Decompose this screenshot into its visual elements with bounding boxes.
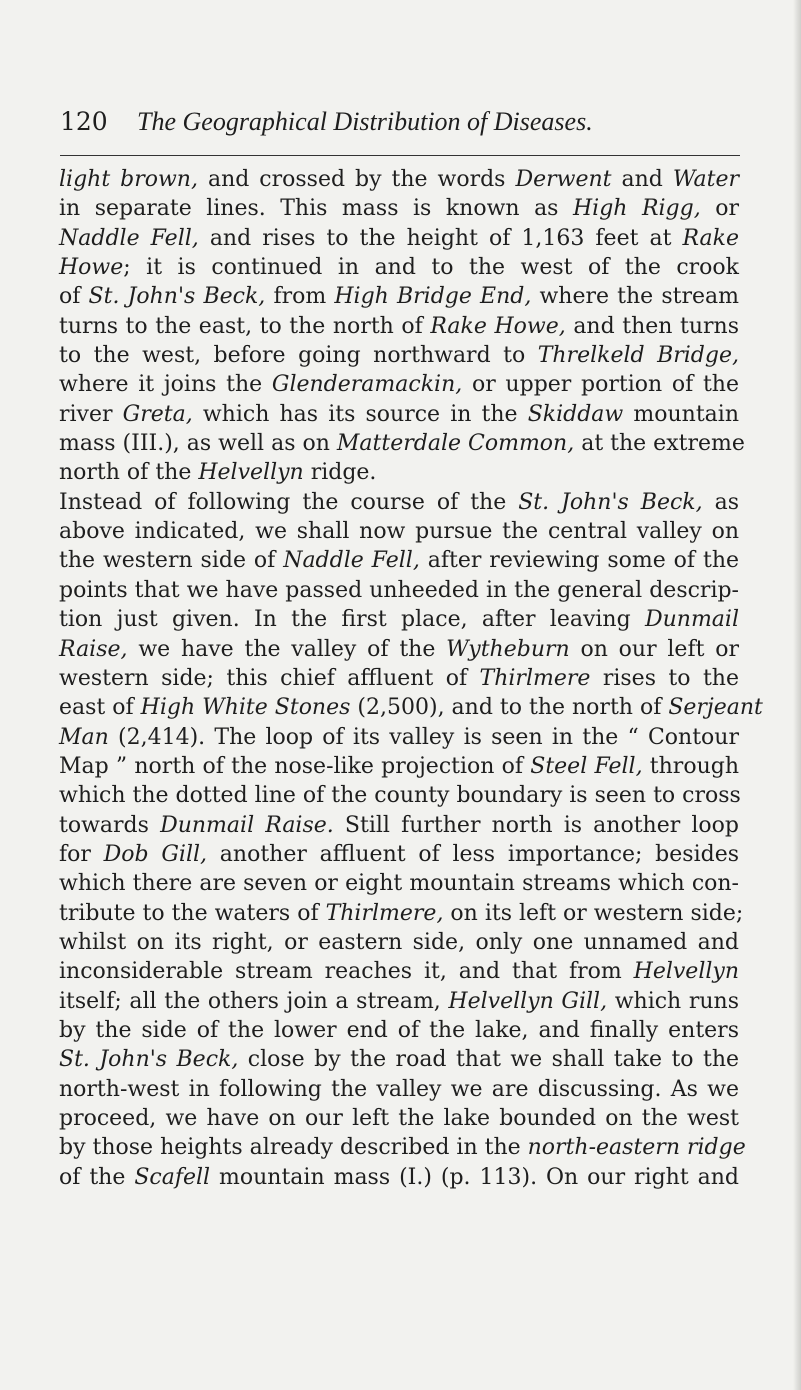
text-span: north of the (59, 460, 199, 486)
text-span: of (59, 284, 89, 310)
text-span: by the side of the lower end of the lake, and finally enters (59, 1017, 739, 1043)
text-line (59, 605, 739, 634)
text-span: Instead of following the course of the (59, 489, 519, 515)
text-span: another affluent of less importance; besides (207, 841, 740, 867)
text-span: proceed, we have on our left the lake bounded on the west (59, 1106, 739, 1131)
italic-span: St. John's Beck, (518, 489, 703, 515)
text-line (59, 194, 739, 223)
italic-span: Dob Gill, (103, 841, 208, 867)
text-line (59, 899, 744, 928)
text-span: river (59, 401, 123, 427)
text-line (59, 811, 739, 840)
italic-span: Dunmail (644, 607, 739, 633)
text-span: we have the valley of the (127, 636, 447, 662)
text-span: and then turns (565, 313, 740, 339)
running-head (60, 107, 740, 147)
italic-span: High White Stones (140, 695, 351, 721)
italic-span: Thirlmere, (325, 900, 444, 926)
text-line (59, 341, 739, 370)
text-line (59, 693, 763, 722)
text-span: mountain (623, 401, 739, 427)
page-edge (793, 0, 801, 1390)
italic-span: Helvellyn Gill, (448, 988, 608, 1014)
text-span: turns to the east, to the north of (59, 313, 431, 339)
text-line (59, 1104, 739, 1133)
text-span: at the extreme (574, 431, 745, 457)
italic-span: Howe (59, 255, 124, 281)
text-span: by those heights already described in the (59, 1135, 528, 1161)
text-line (59, 1075, 739, 1104)
text-span: which there are seven or eight mountain streams which con- (59, 871, 739, 897)
text-line (59, 370, 739, 399)
italic-span: St. John's Beck, (59, 1047, 239, 1073)
text-line (59, 400, 739, 429)
italic-span: Scafell (134, 1164, 211, 1190)
italic-span: Derwent (515, 167, 612, 192)
text-span: and rises to the height of 1,163 feet at (198, 225, 683, 251)
text-line (59, 664, 739, 693)
text-span: rises to the (590, 665, 739, 691)
text-span: north-west in following the valley we are discussing. As we (59, 1076, 739, 1102)
text-span: to the west, before going northward to (59, 343, 538, 369)
italic-span: Helvellyn (633, 959, 739, 985)
italic-span: St. John's Beck, (88, 284, 266, 310)
text-span: on our left or (569, 636, 739, 662)
italic-span: Serjeant (668, 695, 763, 721)
text-line (59, 282, 739, 311)
italic-span: north-eastern ridge (527, 1135, 746, 1161)
text-span: in separate lines. This mass is known as (59, 196, 573, 222)
text-span: above indicated, we shall now pursue the central valley on (59, 519, 739, 545)
text-span: Map ” north of the nose-like projection of (59, 753, 531, 779)
text-span: tribute to the waters of (59, 900, 326, 926)
text-line (59, 957, 739, 986)
text-span: as (702, 489, 739, 515)
text-span: itself; all the others join a stream, (59, 988, 449, 1014)
text-span: points that we have passed unheeded in the general descrip- (59, 577, 739, 603)
text-span: where the stream (531, 284, 739, 310)
text-line (59, 928, 739, 957)
text-span: ; it is continued in and to the west of the crook (123, 255, 739, 281)
text-span: the western side of (59, 548, 284, 574)
text-line (59, 458, 739, 487)
italic-span: Greta, (122, 401, 193, 427)
italic-span: Matterdale Common, (336, 431, 575, 457)
text-span: close by the road that we shall take to the (238, 1047, 740, 1073)
text-line (59, 165, 739, 194)
text-span: inconsiderable stream reaches it, and that from (59, 959, 634, 985)
running-title: The Geographical Distribution of Diseases. (137, 107, 593, 136)
text-span: Still further north is another loop (333, 812, 740, 838)
italic-span: light brown, (59, 167, 198, 192)
text-line (59, 253, 739, 282)
italic-span: Dunmail Raise. (160, 812, 334, 838)
italic-span: High Bridge End, (334, 284, 532, 310)
text-span: whilst on its right, or eastern side, only one unnamed and (59, 929, 739, 955)
italic-span: Man (59, 724, 109, 750)
text-line (59, 635, 739, 664)
italic-span: Skiddaw (527, 401, 624, 427)
page-number: 120 (60, 107, 108, 136)
text-span: and crossed by the words (197, 167, 516, 192)
text-span: towards (59, 812, 161, 838)
italic-span: Naddle Fell, (59, 225, 199, 251)
italic-span: Raise, (59, 636, 128, 662)
text-line (59, 546, 739, 575)
text-line (59, 869, 739, 898)
italic-span: Rake (682, 225, 740, 251)
text-span: which has its source in the (192, 401, 528, 427)
text-span: and (611, 167, 673, 192)
italic-span: Glenderamackin, (271, 372, 463, 398)
text-line (59, 224, 739, 253)
text-span: mass (III.), as well as on (59, 431, 337, 457)
italic-span: Threlkeld Bridge, (537, 343, 739, 369)
text-span: of the (59, 1164, 135, 1190)
text-span: which the dotted line of the county boundary is seen to cross (59, 783, 741, 809)
text-span: which runs (607, 988, 739, 1014)
italic-span: Naddle Fell, (283, 548, 420, 574)
italic-span: Wytheburn (446, 636, 570, 662)
text-span: through (642, 753, 739, 779)
text-line (59, 312, 739, 341)
header-rule (60, 155, 740, 156)
text-span: ridge. (303, 460, 377, 486)
text-line (59, 781, 739, 810)
text-line (59, 1133, 746, 1162)
text-span: from (265, 284, 335, 310)
text-line (59, 517, 739, 546)
text-span: or upper portion of the (462, 372, 739, 398)
text-line (59, 1163, 739, 1192)
text-span: east of (59, 695, 141, 721)
text-span: where it joins the (59, 372, 272, 398)
text-span: mountain mass (I.) (p. 113). On our right and (210, 1164, 740, 1190)
italic-span: Helvellyn (198, 460, 304, 486)
text-line (59, 1016, 739, 1045)
text-span: for (59, 841, 104, 867)
italic-span: Rake Howe, (430, 313, 566, 339)
text-span: or (700, 196, 739, 222)
italic-span: Thirlmere (479, 665, 591, 691)
italic-span: High Rigg, (572, 196, 701, 222)
text-span: (2,414). The loop of its valley is seen in the “ Contour (108, 724, 739, 750)
text-line (59, 723, 739, 752)
text-line (59, 1045, 739, 1074)
text-span: (2,500), and to the north of (350, 695, 669, 721)
text-line (59, 429, 745, 458)
text-line (59, 752, 739, 781)
text-span: tion just given. In the first place, after leaving (59, 607, 645, 633)
text-span: on its left or western side; (443, 900, 744, 926)
italic-span: Water (672, 167, 740, 192)
body-text (59, 165, 763, 1192)
text-line (59, 488, 739, 517)
text-line (59, 840, 739, 869)
text-span: western side; this chief affluent of (59, 665, 480, 691)
text-line (59, 987, 739, 1016)
italic-span: Steel Fell, (530, 753, 643, 779)
text-line (59, 576, 739, 605)
text-span: after reviewing some of the (419, 548, 740, 574)
